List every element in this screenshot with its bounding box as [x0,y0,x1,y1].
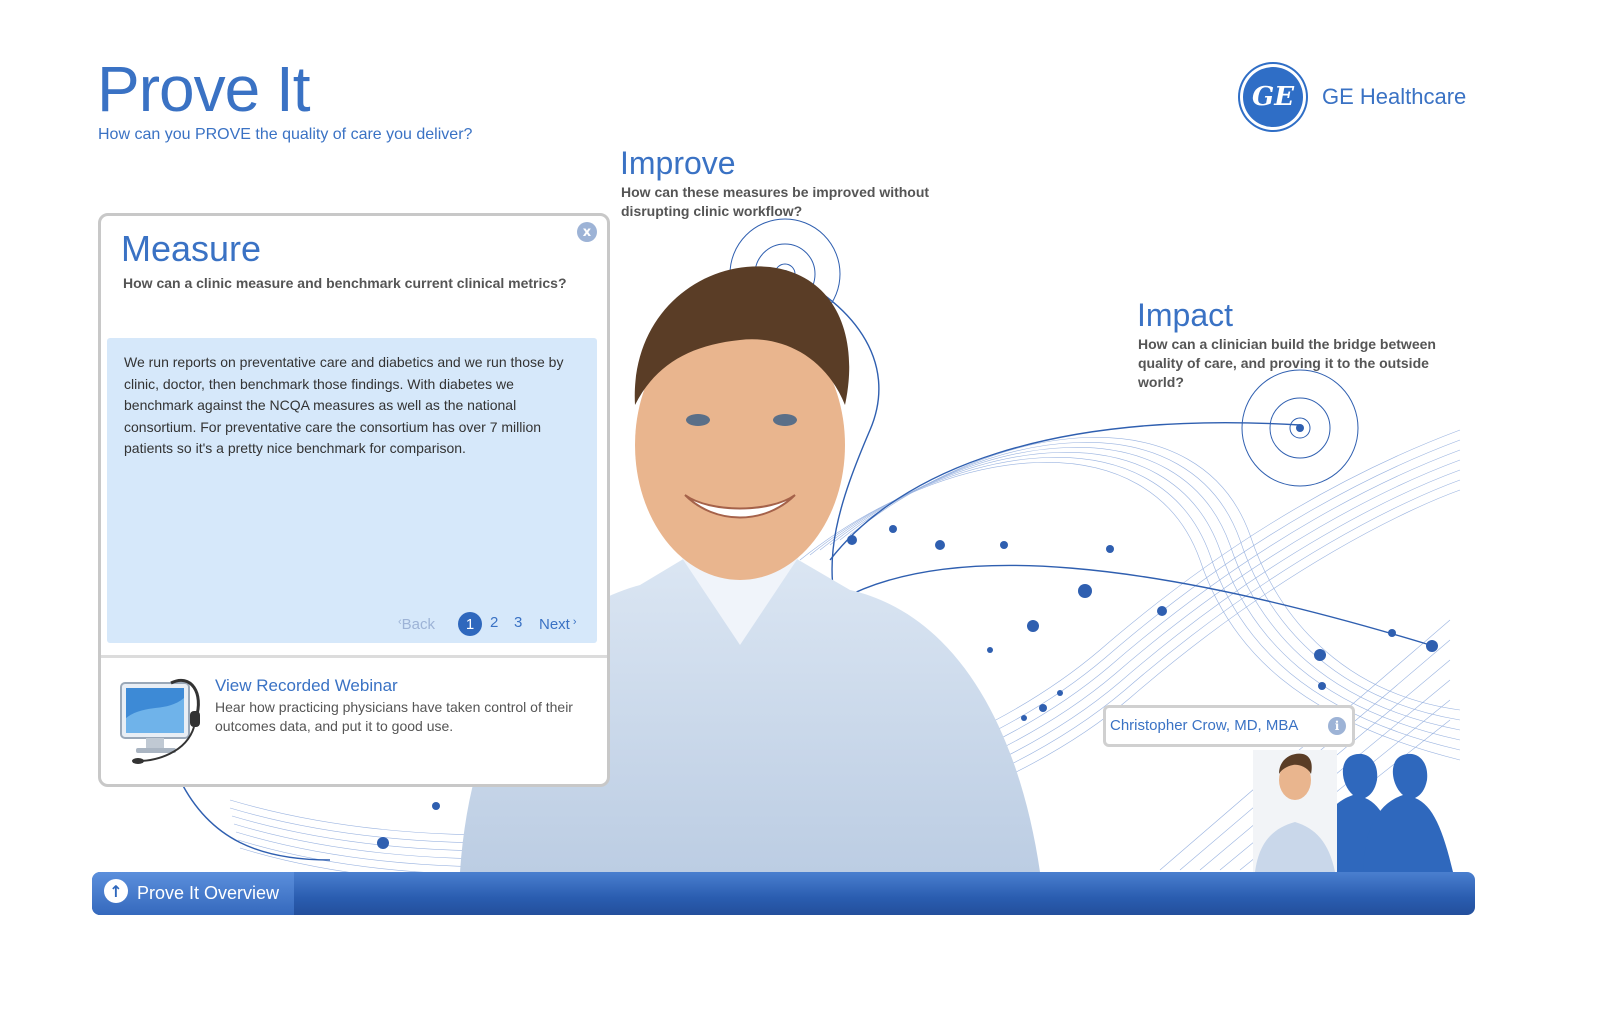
ge-logo-text: GE [1251,82,1295,112]
measure-title: Measure [121,228,262,269]
close-icon[interactable]: x [577,222,597,242]
panel-divider [101,655,607,658]
brand-name: GE Healthcare [1322,84,1467,109]
improve-title[interactable]: Improve [620,145,736,181]
ge-logo[interactable] [1240,64,1306,130]
page-1-button[interactable]: 1 [458,612,482,636]
page-3-button[interactable]: 3 [514,614,523,631]
impact-question: How can a clinician build the bridge between quality of care, and proving it to the outside world? [1138,336,1436,390]
overview-label: Prove It Overview [137,883,280,903]
webinar-link[interactable]: View Recorded Webinar [215,676,398,695]
measure-question: How can a clinic measure and benchmark current clinical metrics? [123,275,567,291]
speaker-thumbnails[interactable] [1253,750,1455,872]
chevron-left-icon: ‹ [398,616,402,628]
monitor-headset-icon [116,673,206,771]
info-icon[interactable]: i [1328,717,1346,735]
quote-text: We run reports on preventative care and diabetics and we run those by clinic, doctor, then benchmark those findings. With diabetes we benchmark against the NCQA measures as well as the national consortium. For preventative care the consortium has over 7 million patients so it's a pretty nice benchmark for comparison. [124,354,564,456]
page-subtitle: How can you PROVE the quality of care you deliver? [98,126,473,143]
next-button[interactable]: Next › [539,616,577,633]
chevron-right-icon: › [569,616,577,628]
speaker-name: Christopher Crow, MD, MBA [1110,717,1299,734]
back-button[interactable]: ‹Back [398,616,436,633]
improve-question: How can these measures be improved without disrupting clinic workflow? [621,184,930,219]
bottom-nav-bar [92,872,1475,915]
page-title: Prove It [97,53,310,125]
page-2-button[interactable]: 2 [490,614,499,631]
webinar-description: Hear how practicing physicians have taken control of their outcomes data, and put it to good use. [215,699,573,734]
arrow-up-icon: ↑ [104,879,128,903]
impact-title[interactable]: Impact [1137,297,1234,333]
